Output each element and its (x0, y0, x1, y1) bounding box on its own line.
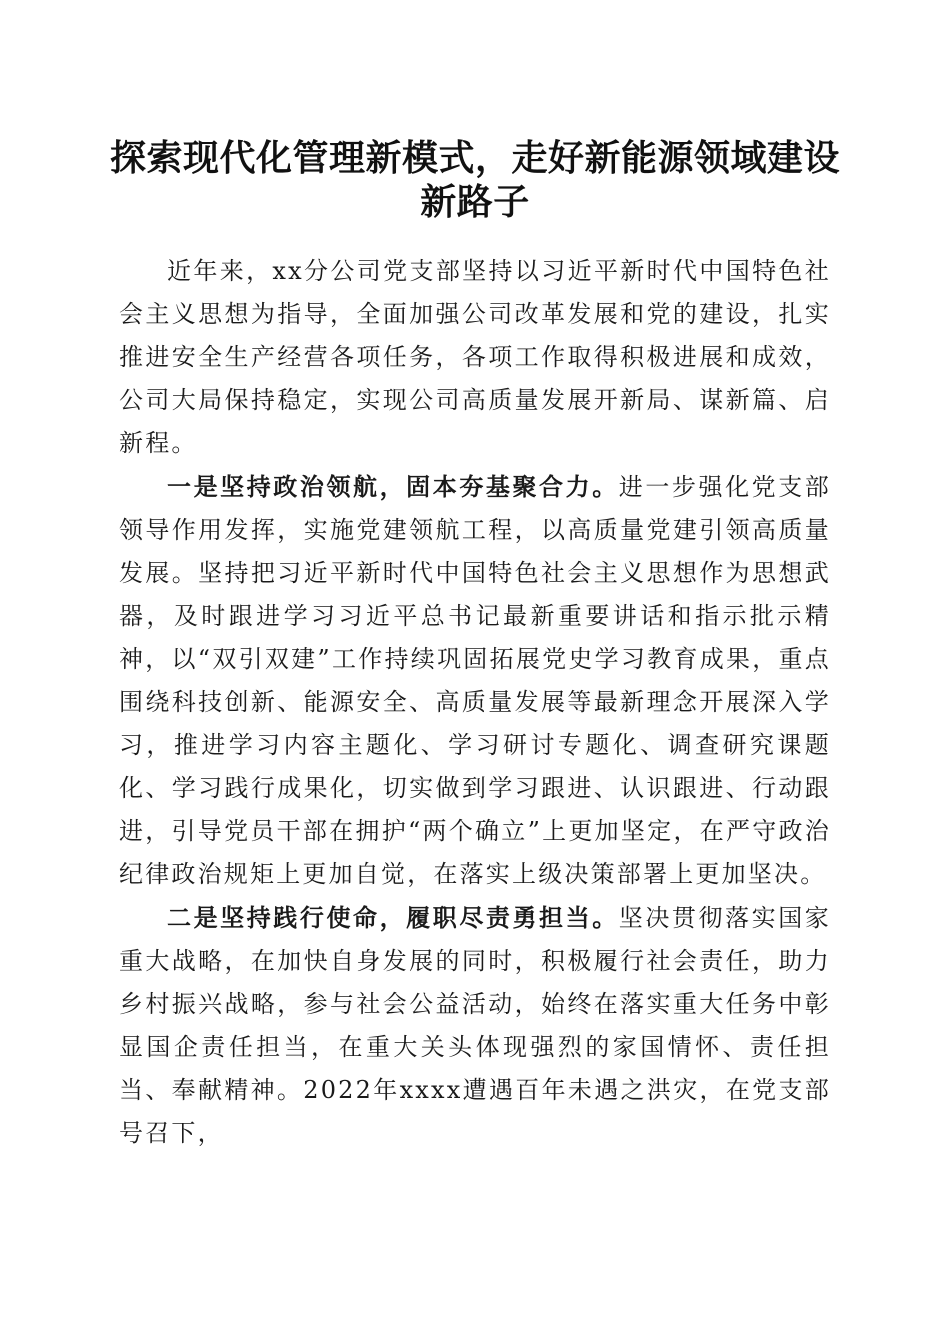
paragraph-body-text: 坚决贯彻落实国家重大战略，在加快自身发展的同时，积极履行社会责任，助力乡村振兴战略，参与社会公益活动，始终在落实重大任务中彰显国企责任担当，在重大关头体现强烈的家国情怀、责任担当、奉献精神。2022年xxxx遭遇百年未遇之洪灾，在党支部号召下， (119, 904, 831, 1147)
paragraph-intro-text: 近年来，xx分公司党支部坚持以习近平新时代中国特色社会主义思想为指导，全面加强公司改革发展和党的建设，扎实推进安全生产经营各项任务，各项工作取得积极进展和成效，公司大局保持稳定，实现公司高质量发展开新局、谋新篇、启新程。 (119, 257, 831, 457)
paragraph-lead-heading: 一是坚持政治领航，固本夯基聚合力。 (167, 472, 619, 501)
document-title (100, 136, 850, 224)
title-line-2: 新路子 (420, 181, 530, 223)
document-body (119, 250, 831, 1155)
paragraph-intro (119, 250, 831, 465)
paragraph-political-leadership (119, 465, 831, 896)
title-line-1: 探索现代化管理新模式，走好新能源领域建设 (109, 137, 840, 179)
paragraph-mission (119, 896, 831, 1155)
paragraph-body-text: 进一步强化党支部领导作用发挥，实施党建领航工程，以高质量党建引领高质量发展。坚持把习近平新时代中国特色社会主义思想作为思想武器，及时跟进学习习近平总书记最新重要讲话和指示批示精神，以“双引双建”工作持续巩固拓展党史学习教育成果，重点围绕科技创新、能源安全、高质量发展等最新理念开展深入学习，推进学习内容主题化、学习研讨专题化、调查研究课题化、学习践行成果化，切实做到学习跟进、认识跟进、行动跟进，引导党员干部在拥护“两个确立”上更加坚定，在严守政治纪律政治规矩上更加自觉，在落实上级决策部署上更加坚决。 (119, 473, 831, 888)
paragraph-lead-heading: 二是坚持践行使命，履职尽责勇担当。 (167, 903, 619, 932)
